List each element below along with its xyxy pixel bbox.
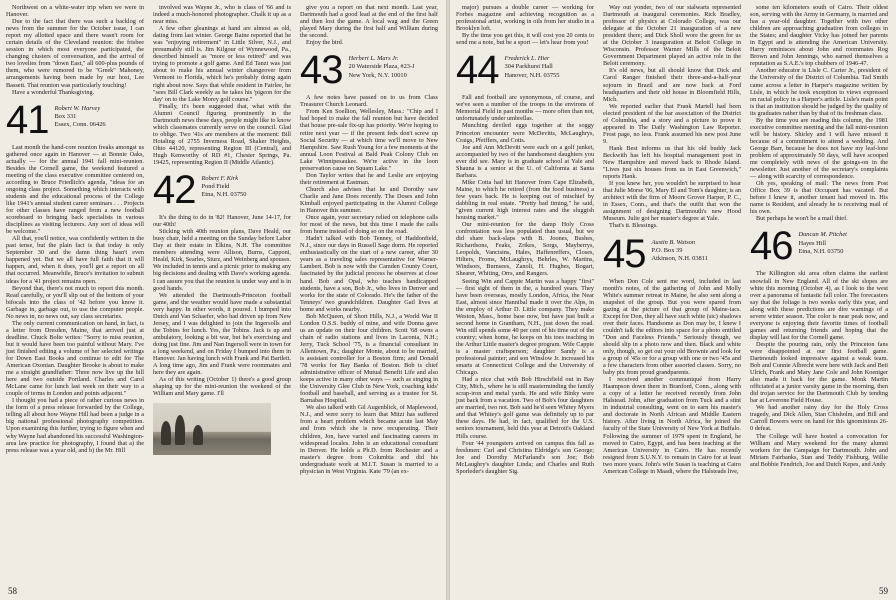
secretary-address-1: 20 Waterside Plaza, #23-J [348, 63, 415, 71]
col-text [603, 4, 741, 230]
col-text [603, 278, 741, 475]
right-col-3 [750, 4, 888, 468]
paragraph: some ten kilometers south of Cairo. Their oldest son, serving with the Army in Germany, is married and has a year-old daughter. Together with two other children are approaching graduation from colleges in the States; and daughter Vicky has joined her parents in Egypt and is attending the American University. Harry reminisces about John and roommates Rog Brown and John Jennings, who earned themselves a reputation as S.A.E.'s top chubbers of 1946-47. [750, 4, 888, 68]
left-col-3 [300, 4, 438, 475]
col-text [750, 270, 888, 467]
paragraph: Seeing Win and Cappie Martin was a happy "first" — first sight of them in the, a hundred years. They have been overseas, mostly London, Africa, the Near East, almost since Hannibal made it over the Alps, in the employ of Arthur D. Little company. They make Weston, Mass., home base now, but have just built a second home in Grantham, N.H., just down the road. Win still spends some 40 per cent of his time out of the country; when home, he keeps on his toes teaching in the Arthur Little master's degree program. Wife Cappie is a master craftsperson; daughter Sandy is a professional painter; and son Winslow Jr. increased his smarts at Connecticut College and the University of Chicago. [456, 277, 594, 377]
left-col-1 [6, 4, 144, 454]
col-text [153, 214, 291, 397]
secretary-address-1: Box 331 [54, 112, 77, 120]
tree-shape [175, 415, 185, 445]
paragraph: Once again, your secretary relied on telephone calls for most of the news, but this time I made the calls from home instead of doing so on the road. [300, 214, 438, 236]
right-col-1 [456, 4, 594, 475]
class-secretary [55, 102, 106, 130]
paragraph: It's old news, but all should know that Dick and Carol Ranger finished their three-and-a-half-year sojourn in Brazil and are now back at Ford headquarters and their old house in Bloomfield Hills, Mich. [603, 67, 741, 103]
secretary-address-1: Pond Field [201, 183, 230, 191]
paragraph: We had another rainy day for the Holy Cross tragedy, and Dick Allen, Stan Chisholm, and Bill and Carroll Bowers were on hand for this ignominious 26-0 defeat. [750, 404, 888, 433]
secretary-name: Austin B. Watson [651, 238, 696, 246]
paragraph: We also talked with Gil Augenblick, of Maplewood, N.J., and were sorry to learn that Mitzi has suffered from a heart problem which became acute last May and from which she is now recuperating. Their children, Jon, have varied and fascinating careers in widespread locales. John is an educational consultant in Denver. He holds a Ph.D. from Rochester and a master's degree from Columbia and did his undergraduate work at M.I.T. Susan is married to a physician in West Virginia. Kate '79 (an ex- [300, 404, 438, 475]
class-secretary [799, 228, 847, 256]
secretary-address-1: P.O. Box 39 [651, 246, 683, 254]
secretary-name: Robert W. Harvey [54, 104, 101, 112]
paragraph: Had a nice chat with Bob Hirschfield out in Bay City, Mich., where he is still masterminding the family scrap-iron and metal yards. He and wife Binky were just back from a vacation. Two of Bob's four daughters are married, two not. Bob said he'd seen Whitey Myers and that Whitey's golf game was definitely up to par these days. He had, in fact, qualified for the U.S. seniors tournament, held this year at Detroit's Oakland Hills course. [456, 376, 594, 440]
col-text [456, 94, 594, 475]
paragraph: A few other gleanings at hand are almost as old, dating from last winter. George Baine reported that he was "enjoying retirement" in Little Silver, N.J., and presumably still is. Jim Kilgour of Wynnewood, Pa., described himself as "more or less retired" and was trying to promote a golf game. And Ed Tanzi was just about to make his annual winter changeover from Vermont to Florida, which he's probably doing again right about now. Says that while resident in Fairlee, he "sees Bill Clark weekly as he takes his 'pigeon for the day' on to the Lake Morey golf course." [153, 25, 291, 103]
secretary-name: Herbert L. Mars Jr. [348, 55, 399, 63]
col-text [153, 4, 291, 166]
class-secretary [652, 236, 708, 264]
paragraph: Joe and Ann McDevitt were each on a golf junket, accompanied by two of the handsomest daughters you ever did see. Mary is in graduate school at Yale and Shauna is a senior at the U. of California at Santa Barbara. [456, 143, 594, 179]
secretary-address-2: Essex, Conn. 06426 [54, 121, 106, 129]
paragraph: A few notes have passed on to us from Class Treasurer Church Leonard. [300, 94, 438, 109]
class-header-42 [153, 168, 291, 213]
secretary-address-2: Atkinson, N.H. 03811 [651, 254, 708, 262]
paragraph: Hank Best informs us that his old buddy Jack Beckwith has left his hospital management post in New Hampshire and moved back to Rhode Island. "Lives just six houses from us in East Greenwich," reports Hank. [603, 144, 741, 181]
class-number: 46 [750, 224, 793, 269]
paragraph: Last month the hand-core reunion freaks amongst us gathered once again in Hanover — at Bonnie Oaks, actually — for the annual 1941 fall mini-reunion. Besides the Cornell game, the weekend featured a meeting of the class executive committee centered on, according to Bruce Friedlich's agenda, "ideas for an ongoing class project. Something which interacts with students and the educational process of the College like 1941's annual student career seminars . . . Projects for other classes have ranged from a new football scoreboard to bringing back specialists in various disciplines as visiting lecturers. Any sort of ideas will be welcome." [6, 143, 144, 236]
paragraph: It's the thing to do in '82! Hanover, June 14-17, for our 40th! [153, 214, 291, 229]
paragraph: I received another communiqué from Harry Haampson down there in Branford, Conn., along with a copy of a letter he received recently from John Halstead. John, after graduation from Tuck and a stint in industrial consulting, went on to earn his master's and doctorate in North African and Middle Eastern history. After living in North Africa, he joined the faculty of the State University of New York at Buffalo. Following the summer of 1979 spent in England, he moved to Cairo, Egypt, and has been teaching at the American University in Cairo. He has recently resigned from S.U.N.Y. to remain in Cairo for at least two more years. John's wife Susan is teaching at Cairo American College in Maadi, where the Halsteads live, [603, 376, 741, 475]
paragraph: The College will have hosted a convocation for William and Mary weekend for the many alumni workers for the Campaign for Dartmouth. John and Miriam Fairbanks, Stan and Teddy Fishburg, Willie and Bobbie Fendrich, Joe and Dutch Kepes, and Andy [750, 432, 888, 468]
class-header-45 [603, 231, 741, 276]
col-text [750, 4, 888, 222]
paragraph: All that, you'll notice, was confidently written in the past tense, but the plain fact is that today is only September 30 and the damn thing hasn't even happened yet. But we all have full faith that it will happen, and, when it does, you'll get a report on all that occurred. Meanwhile, Bruce's invitation to submit ideas for a '41 project remains open. [6, 235, 144, 285]
class-secretary [505, 52, 560, 80]
class-number: 42 [153, 168, 196, 213]
paragraph: Our mini-reunion for the damp Holy Cross confrontation was less populated than usual, but we did share back-slaps with B. Joones, Bushes, Richardsons, Feaks, Zrikes, Sorgs, Mayberrys, Leopolds, Vancisins, Hales, Haffenreffers, Closes, Hilters, Froms, McLaughrys, Behrles, W. Martins, Windsors, Burnsees, Zanoli, H. Hughes, Bogart, Shearer, Whiting, Orrs, and Rangers. [456, 221, 594, 278]
col-text [300, 4, 438, 46]
col-text [456, 4, 594, 46]
paragraph: Have a wonderful Thanksgiving. [12, 88, 95, 96]
paragraph: Sticking with 40th reunion plans, Dave Heald, our busy chair, held a meeting on the Sunday before Labor Day at their estate in Elkins, N.H. The committee members attending were Allison, Burns, Capponi, Heald, Kirk, Searles, Sturz, and Weinberg and spouses. We included in tennis and a picnic prior to making any big decisions and dealing with Dave's working agenda. I can assure you that the reunion is under way and is in good hands. [153, 228, 291, 292]
left-col-2 [153, 4, 291, 459]
secretary-name: Robert F. Kirk [201, 175, 239, 183]
secretary-address-1: 304 Parkhurst Hall [504, 63, 553, 71]
paragraph: Northwest on a white-water trip when we were in Hanover. [6, 4, 144, 19]
class-header-44 [456, 48, 594, 93]
paragraph: Mike Cotta had hit Hanover from Cape Elizabeth, Maine, to which he retired (from the food business) a few years back. He is keeping out of mischief by dabbling in real estate. "Pretty bad timing," he said, "given current high interest rates and the sluggish housing market." [456, 178, 594, 222]
landscape-photo [153, 403, 271, 455]
paragraph: We reported earlier that Frank Martell had been elected president of the bar association of the District of Columbia, and a story and a picture to prove it appeared in The Daily Washington Law Reporter. Frost page, no less. Frank assumed his new post June 9. [603, 102, 741, 145]
paragraph: By the time you are reading this column, the 1981 executive committee meeting and the fall mini-reunion will be history. Shirley and I will have missed it because of a commitment to attend a wedding. And George Barr, because he does not have my leaf-lone problem of approximately 50 days, will have scooped me completely with news of the goings-on in the newsletter. Just another of the secretary's complaints — along with scarcity of correspondence. [750, 116, 888, 181]
paragraph: But perhaps he won't be a mail thief. [756, 215, 848, 223]
tree-shape [193, 425, 203, 445]
secretary-address-1: Hayes Hill [798, 239, 827, 247]
col-text [6, 4, 144, 96]
paragraph: We attended the Dartmouth-Princeton football game, and the weather would have made a substantial very happy. In other words, it poured. I bumped into Dutch and Van Schaefer, who had driven up from New Jersey, and I was delighted to join the Ingersolls and the Tobins for lunch. Yes, the Tobins. Jack is up and ambulatory, looking a bit war, but he's exercising and doing just fine. Jim and Nan Ingersoll were in town for a long weekend, and on Friday I bumped into them in Hanover. Jan having lunch with Frank and Pat Bartlett. A long time ago, Jim and Frank were roommates and here they are again. [153, 291, 291, 377]
paragraph: Fall and football are synonymous, of course, and we've seen a number of the troops in the environs of Memorial Field in past months — more often than not, unfortunately under umbrellas. [456, 94, 594, 123]
paragraph: involved was Wayne Jr., who is class of '66 and is indeed a much-honored photographer. Chalk it up as a near miss. [153, 4, 291, 26]
right-col-2 [603, 4, 741, 475]
secretary-address-2: New York, N.Y. 10010 [348, 71, 407, 79]
class-number: 43 [300, 48, 343, 93]
paragraph: Despite the pouring rain, only the Princeton fans were disappointed at our first football game. Dartmouth looked impressive against a weak team. Bob and Connie Albrecht were here with Jack and Beti Ulrich, Frank and Mary Jane Cole and John Koeniger also made it back for the game. Monk Martin officiated at a junior varsity game in the morning, then did trojan service for the Dartmouth Club by tending bar at Leverone Field House. [750, 340, 888, 405]
class-header-41 [6, 97, 144, 142]
page-number: 59 [879, 586, 888, 596]
class-secretary [349, 52, 415, 80]
class-number: 44 [456, 48, 499, 93]
paragraph: Finally, it's been suggested that, what with the Alumni Council figuring prominently in the Dartmouth news these days, people might like to know which classmates currently serve on the council. Glad to oblige. Two '41s are members at the moment: Bill Hotaling of 2755 Inverness Road, Shaker Heights, Ohio 44120, representing Region III (Central), and Hugh Kenworthy of RD #1, Chester Springs, Pa. 19425, representing Region II (Middle Atlantic). [153, 102, 291, 167]
col-text [300, 94, 438, 475]
paragraph: Munching deviled eggs together at the soggy Princeton encounter were McDevitts, McLaughrys, Craigs, Pfeiffers, and Cotts. [456, 122, 594, 144]
secretary-name: Frederick L. Hier [504, 55, 550, 63]
page-number: 58 [8, 586, 17, 596]
secretary-address-2: Etna, N.H. 03750 [201, 191, 247, 199]
paragraph: Church also advises that he and Dorothy saw Charlie and Jane Does recently. The Doses and John Kimball enjoyed participating in the Alumni College in Hanover this summer. [300, 185, 438, 215]
paragraph: Enjoy the bird. [306, 39, 344, 47]
paragraph: From Ken Soellion, Wellesley, Mass.: "Chip and I had hoped to make the fall reunion but have decided that house pre-sale fix-up has priority. We're hoping to retire next year — if the present feds don't screw up Social Security — at which time we'll move to New Hampshire. Saw Rush Young for a few moments at the annual Loon Festival at Bald Peak Colony Club on Lake Winnipesaukee. We're active in the loon preservation cause on Squam Lake." [300, 108, 438, 172]
class-number: 41 [6, 97, 49, 142]
paragraph: Beyond that, there's not much to report this month. Read carefully, or you'll slip out of the bottom of your bifocals into the class of '42 before you know it. Garbage in, garbage out, to use the computer people. No news in, no news out, say class secretaries. [6, 284, 144, 320]
secretary-name: Duncan M. Pitchet [798, 231, 847, 239]
right-page [450, 0, 896, 600]
paragraph: The only current communication on hand, in fact, is a letter from Dresden, Maine, that arrived just at deadline. Chuck Bolte writes: "Sorry to miss reunion, but it would have been too painful without Mary. I've just finished editing a volume of her selected writings for Down East Books and continue to edit for The American Oxonian. Daughter Brooke is about to make me a straight grandfather: Three now live up the hill here and two outside Portland. Charles and Carol McLane came for lunch last week on their way to a couple of terms in London and points adjacent." [6, 319, 144, 398]
tree-shape [161, 421, 171, 445]
paragraph: Oh yes, speaking of mail: The news from Post Office Box 39 is that Occupant has vacated. But before I knew it, another tenant had moved in. His name is Resident, and already he is receiving mail of his own. [750, 180, 888, 216]
paragraph: Another educator is Lisle C. Carter Jr., president of the University of the District of Columbia. Tad Smith came across a letter in Harper's magazine written by Lisle, in which he took exception to views expressed on racial policy in a Harper's article. Lisle's main point is that an institution should be judged by the quality of its graduates rather than by that of its freshman class. [750, 67, 888, 117]
secretary-address-2: Etna, N.H. 03750 [798, 247, 844, 255]
paragraph: major) pursues a double career — working for Forbes magazine and achieving recognition as a professional artist, working in oils from her studio in a Brooklyn loft. [456, 4, 594, 33]
secretary-address-2: Hanover, N.H. 03755 [504, 71, 560, 79]
class-number: 45 [603, 231, 646, 276]
paragraph: Don Taylor writes that he and Leslie are enjoying their retirement at Eastman. [300, 171, 438, 186]
col-text [6, 144, 144, 454]
paragraph: Four '44 youngsters arrived on campus this fall as freshmen: Carl and Christina Eldridge's son George; Joe and Dorothy McFarland's son Joe; Bob McLaughry's daughter Linda; and Charles and Ruth Sporleder's daughter Sig. [456, 439, 594, 475]
paragraph: Bob McQueen, of Short Hills, N.J., a World War II London O.S.S. buddy of mine, and wife Donna gave us an update on their four children. Scott '68 owns a chain of radio stations and lives in Laconia, N.H.; Jerry, Tuck School '75, is a financial consultant in Allentown, Pa.; daughter Monte, about to be married, is assistant controller for a Boston firm; and Donald '78 works for Bay Banks of Boston. Bob is chief administrative officer of Mutual Benefit Life and also keeps active in many other ways — such as singing in the University Glee Club in New York, coaching kids' football and baseball, and serving as a trustee for St. Barnabas Hospital. [300, 312, 438, 405]
paragraph: As of this writing (October 1) there's a good group shaping up for the mini-reunion the weekend of the William and Mary game. I'll [153, 376, 291, 398]
paragraph: That's it. Blessings. [609, 222, 658, 230]
paragraph: By the time you get this, it will cost you 20 cents to send me a note, but be a sport — let's hear from you! [456, 32, 594, 47]
paragraph: When Don Cole sent me word, included in last month's notes, of the gathering of John and Molly White's summer retreat in Maine, he also sent along a snapshot of the group. But you were spared from gazing at the picture of that group of Maine-iacs. Except for Don, they all have such white (sic) shadows over their faces. Handsome as Don may be, I knew I couldn't talk the editors into space for a photo entitled "Don and Faceless Friends." Seriously though, we should slip in a photo now and then. Black and white only, though, so get out your old Brownie and look for a group of '45s or for a group with one or two '45s and a few characters from other assorted classes. Sorry, no baby pix from proud grandparents. [603, 277, 741, 377]
class-secretary [202, 172, 247, 200]
paragraph: Hadn't talked with Bob Tenney, of Haddonfield, N.J., since our days in Russell Sage dorm. He reported enthusiastically on the start of a new career, after 30 years as a traveling sales representative for Warner-Lambert. Bob is now with the Camden County Court, fascinated by the judicial process he observes at close hand. Bob and Opal, who teaches handicapped students, have a son, Bob Jr., who lives in Denver and works for the state of Colorado. He's the father of the Tenneys' two grandchildren. Daughter Gail lives at home and works nearby. [300, 235, 438, 313]
class-header-46 [750, 224, 888, 269]
paragraph: If you knew her, you wouldn't be surprised to hear that Julie Morse '06, Mary El and Tom's daughter, is an architect with the firm of Moore Grover Harper, P. C., in Essex, Conn., and that's the outfit that won the assignment of designing Dartmouth's new Hood Museum. Julie got her master's degree at Yale. [603, 180, 741, 223]
paragraph: give you a report on that next month. Last year, Dartmouth had a good lead at the end of the first half and then lost the game. A local wag and the Green played Mary during the first half and William during the second. [300, 4, 438, 40]
paragraph: The Killington ski area often claims the earliest snowfall in New England. All of the ski slopes are white this morning (October 4), as I look to the west over a panorama of fantastic fall color. The forecasters say that the foliage is two weeks early this year, and along with these predictions are dire warnings of a severe winter season. The color is near peak now, and everyone is enjoying their favorite times of football games and returning friends and hoping that the display will last for the Cornell game. [750, 270, 888, 341]
paragraph: I thought you had a piece of rather curious news in the form of a press release forwarded by the College, telling all about how Wayne Hill had been a judge in a big national professional photography competition. Upon examining this further, trying to figure when and why Wayne had abandoned his successful Washington-area law practice for photography, I found that a) the press release was a year old, and b) the Mr. Hill [6, 397, 144, 454]
left-page [0, 0, 446, 600]
paragraph: Way out yonder, two of our stalwarts represented Dartmouth at inaugural ceremonies. Rick Bradley, professor of physics at Colorado College, was our delegate at the October 21 inauguration of a new president there; and Dick Sholl wore the green for us at the October 3 inauguration at Beloit College in Wisconsin. Professor Warner Mills of the Beloit Government Department played an active role in the Beloit ceremony. [603, 4, 741, 68]
class-header-43 [300, 48, 438, 93]
paragraph: Due to the fact that there was such a backlog of news from the summer for the October issue, I can report my allotted space and there wasn't room for certain details of the Cleveland reunion: the frisbee session in which most everyone participated, the changing clusters of conversation, and the arrival of two lovelies from "down East," all 600-plus pounds of them, who were rumored to be "Greek" Mahoney, arrangements having been made by our host, Lee Bassett. That reunion was particularly touching! [6, 18, 144, 89]
